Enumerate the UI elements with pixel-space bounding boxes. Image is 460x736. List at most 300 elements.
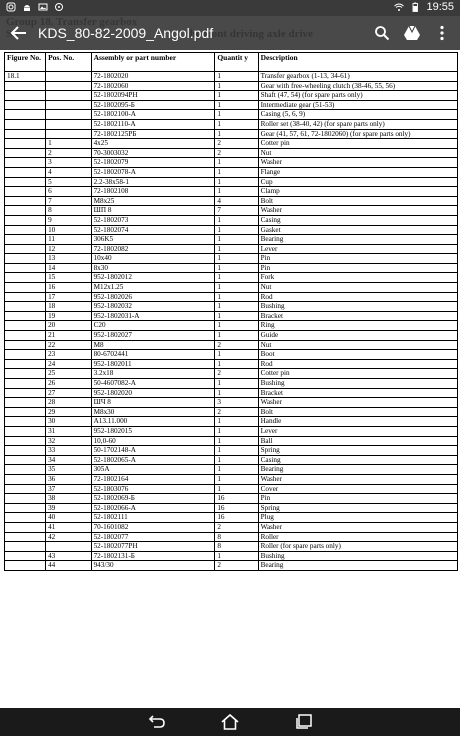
- cell-desc: Bearing: [258, 561, 457, 571]
- cell-desc: Bolt: [258, 196, 457, 206]
- cell-figure: [5, 129, 46, 139]
- table-row: [5, 551, 458, 561]
- cell-qty: 1: [215, 225, 258, 235]
- cell-pos: 27: [46, 388, 92, 398]
- cell-qty: 1: [215, 187, 258, 197]
- cell-pos: 15: [46, 273, 92, 283]
- cell-desc: Bracket: [258, 388, 457, 398]
- cell-qty: 2: [215, 340, 258, 350]
- table-row: [5, 91, 458, 101]
- cell-qty: 1: [215, 72, 258, 82]
- cell-figure: [5, 292, 46, 302]
- cell-part: 52-1802095-Б: [91, 100, 215, 110]
- system-nav-bar: [0, 708, 460, 736]
- cell-desc: Plug: [258, 513, 457, 523]
- cell-figure: [5, 244, 46, 254]
- cell-figure: [5, 494, 46, 504]
- cell-pos: 41: [46, 522, 92, 532]
- cell-figure: [5, 187, 46, 197]
- cell-pos: 18: [46, 302, 92, 312]
- cell-qty: 1: [215, 292, 258, 302]
- toolbar-actions: [372, 23, 452, 43]
- back-arrow-button[interactable]: [8, 23, 30, 43]
- cell-pos: 14: [46, 263, 92, 273]
- cell-desc: Cotter pin: [258, 139, 457, 149]
- drive-button[interactable]: [402, 23, 422, 43]
- cell-figure: [5, 302, 46, 312]
- table-row: [5, 532, 458, 542]
- cell-part: 72-1802082: [91, 244, 215, 254]
- status-bar: [0, 0, 460, 16]
- cell-part: 70-3003032: [91, 148, 215, 158]
- table-row: [5, 542, 458, 552]
- cell-figure: [5, 340, 46, 350]
- cell-desc: Bushing: [258, 551, 457, 561]
- table-row: [5, 254, 458, 264]
- cell-qty: 1: [215, 484, 258, 494]
- cell-pos: 32: [46, 436, 92, 446]
- cell-part: 52-1802110-A: [91, 119, 215, 129]
- cell-figure: [5, 388, 46, 398]
- cell-desc: Rod: [258, 292, 457, 302]
- cell-pos: 42: [46, 532, 92, 542]
- cell-desc: Cover: [258, 484, 457, 494]
- table-row: [5, 148, 458, 158]
- cell-desc: Pin: [258, 494, 457, 504]
- cell-qty: 1: [215, 455, 258, 465]
- cell-pos: 36: [46, 474, 92, 484]
- cell-figure: [5, 206, 46, 216]
- cell-pos: 29: [46, 407, 92, 417]
- cell-part: 70-1601082: [91, 522, 215, 532]
- cell-pos: 21: [46, 331, 92, 341]
- cell-desc: Lever: [258, 244, 457, 254]
- cell-qty: 1: [215, 81, 258, 91]
- cell-figure: [5, 139, 46, 149]
- cell-pos: [46, 542, 92, 552]
- cell-part: M12x1.25: [91, 283, 215, 293]
- cell-desc: Spring: [258, 446, 457, 456]
- cell-figure: [5, 235, 46, 245]
- arrow-left-icon: [8, 23, 30, 43]
- cell-pos: 19: [46, 311, 92, 321]
- cell-qty: 2: [215, 561, 258, 571]
- table-row: [5, 494, 458, 504]
- cell-figure: [5, 350, 46, 360]
- table-row: [5, 129, 458, 139]
- cell-desc: Cup: [258, 177, 457, 187]
- cell-pos: 13: [46, 254, 92, 264]
- cell-figure: [5, 225, 46, 235]
- table-row: [5, 187, 458, 197]
- cell-pos: 43: [46, 551, 92, 561]
- table-row: [5, 484, 458, 494]
- cell-desc: Washer: [258, 158, 457, 168]
- cell-desc: Gear (41, 57, 61, 72-1802060) (for spare parts only): [258, 129, 457, 139]
- cell-qty: 1: [215, 302, 258, 312]
- cell-part: 52-1802077PH: [91, 542, 215, 552]
- cell-pos: 23: [46, 350, 92, 360]
- cell-qty: 3: [215, 398, 258, 408]
- cell-desc: Washer: [258, 206, 457, 216]
- document-title: KDS_80-82-2009_Angol.pdf: [38, 25, 214, 41]
- table-row: [5, 513, 458, 523]
- cell-desc: Bushing: [258, 379, 457, 389]
- cell-pos: 38: [46, 494, 92, 504]
- cell-qty: 8: [215, 532, 258, 542]
- cell-part: 72-1802108: [91, 187, 215, 197]
- cell-figure: [5, 379, 46, 389]
- search-button[interactable]: [372, 23, 392, 43]
- table-row: [5, 522, 458, 532]
- cell-pos: 20: [46, 321, 92, 331]
- cell-qty: 1: [215, 417, 258, 427]
- cell-pos: 8: [46, 206, 92, 216]
- paint-icon: [54, 2, 64, 12]
- cell-desc: Casing (5, 6, 9): [258, 110, 457, 120]
- parts-table: [4, 52, 458, 571]
- cell-desc: Intermediate gear (51-53): [258, 100, 457, 110]
- table-row: [5, 215, 458, 225]
- cell-qty: 1: [215, 177, 258, 187]
- table-row: [5, 407, 458, 417]
- table-row: [5, 225, 458, 235]
- cell-figure: [5, 426, 46, 436]
- cell-qty: 4: [215, 196, 258, 206]
- table-row: [5, 196, 458, 206]
- cell-pos: [46, 81, 92, 91]
- cell-pos: 11: [46, 235, 92, 245]
- cell-part: 52-1802079: [91, 158, 215, 168]
- cell-pos: 2: [46, 148, 92, 158]
- cell-qty: 1: [215, 129, 258, 139]
- cell-pos: 39: [46, 503, 92, 513]
- cell-pos: 37: [46, 484, 92, 494]
- cell-pos: 28: [46, 398, 92, 408]
- cell-qty: 1: [215, 474, 258, 484]
- cell-pos: [46, 72, 92, 82]
- cell-part: 952-1802012: [91, 273, 215, 283]
- nav-home-button[interactable]: [219, 712, 241, 732]
- cell-pos: 22: [46, 340, 92, 350]
- cell-figure: [5, 532, 46, 542]
- header-part-number: Assembly or part number: [91, 53, 215, 72]
- cell-figure: [5, 455, 46, 465]
- cell-qty: 16: [215, 503, 258, 513]
- cell-part: 52-1803076: [91, 484, 215, 494]
- table-row: [5, 503, 458, 513]
- cell-desc: Roller: [258, 532, 457, 542]
- cell-part: 52-1802077: [91, 532, 215, 542]
- cell-desc: Flange: [258, 167, 457, 177]
- header-quantity: Quantit y: [215, 53, 258, 72]
- cell-qty: 16: [215, 513, 258, 523]
- cell-desc: Washer: [258, 398, 457, 408]
- cell-qty: 1: [215, 273, 258, 283]
- table-row: [5, 331, 458, 341]
- cell-pos: 26: [46, 379, 92, 389]
- table-row: [5, 398, 458, 408]
- cell-pos: [46, 110, 92, 120]
- cell-pos: 33: [46, 446, 92, 456]
- cell-desc: Bracket: [258, 311, 457, 321]
- table-row: [5, 379, 458, 389]
- cell-desc: Handle: [258, 417, 457, 427]
- cell-desc: Spring: [258, 503, 457, 513]
- cell-qty: 1: [215, 235, 258, 245]
- cell-part: 52-1802100-A: [91, 110, 215, 120]
- cell-part: ШП 8: [91, 206, 215, 216]
- table-row: [5, 81, 458, 91]
- cell-qty: 1: [215, 215, 258, 225]
- cell-qty: 1: [215, 388, 258, 398]
- android-icon: [22, 2, 32, 12]
- cell-qty: 2: [215, 139, 258, 149]
- cell-pos: [46, 129, 92, 139]
- cell-pos: 1: [46, 139, 92, 149]
- cell-desc: Ring: [258, 321, 457, 331]
- cell-pos: [46, 91, 92, 101]
- cell-part: 50-1702148-A: [91, 446, 215, 456]
- cell-figure: [5, 407, 46, 417]
- cell-desc: Lever: [258, 426, 457, 436]
- table-row: [5, 206, 458, 216]
- cell-qty: 1: [215, 311, 258, 321]
- cell-desc: Casing: [258, 455, 457, 465]
- table-row: [5, 110, 458, 120]
- cell-figure: [5, 177, 46, 187]
- cell-desc: Nut: [258, 283, 457, 293]
- clock: 19:55: [426, 1, 454, 13]
- cell-figure: [5, 215, 46, 225]
- back-icon: [146, 714, 166, 730]
- table-row: [5, 426, 458, 436]
- notification-icons: [6, 2, 64, 12]
- cell-part: M8x30: [91, 407, 215, 417]
- cell-figure: [5, 542, 46, 552]
- cell-desc: Cotter pin: [258, 369, 457, 379]
- cell-part: 52-1802069-Б: [91, 494, 215, 504]
- cell-qty: 1: [215, 551, 258, 561]
- system-icons: [394, 1, 454, 13]
- cell-figure: [5, 254, 46, 264]
- cell-pos: 12: [46, 244, 92, 254]
- cell-desc: Bolt: [258, 407, 457, 417]
- cell-pos: 7: [46, 196, 92, 206]
- table-row: [5, 100, 458, 110]
- cell-part: 952-1802020: [91, 388, 215, 398]
- search-icon: [374, 25, 390, 41]
- cell-pos: 34: [46, 455, 92, 465]
- cell-figure: [5, 158, 46, 168]
- cell-desc: Nut: [258, 340, 457, 350]
- header-pos-no: Pos. No.: [46, 53, 92, 72]
- cell-figure: [5, 436, 46, 446]
- cell-part: 952-1802027: [91, 331, 215, 341]
- cell-qty: 1: [215, 254, 258, 264]
- table-row: [5, 455, 458, 465]
- recents-icon: [294, 713, 314, 731]
- cell-part: ШЧ 8: [91, 398, 215, 408]
- table-row: [5, 388, 458, 398]
- table-row: [5, 350, 458, 360]
- cell-qty: 1: [215, 379, 258, 389]
- table-row: [5, 292, 458, 302]
- cell-desc: Bearing: [258, 465, 457, 475]
- home-icon: [220, 713, 240, 731]
- header-description: Description: [258, 53, 457, 72]
- cell-figure: [5, 522, 46, 532]
- cell-qty: 1: [215, 158, 258, 168]
- table-header-row: [5, 53, 458, 72]
- cell-qty: 2: [215, 369, 258, 379]
- cell-part: C20: [91, 321, 215, 331]
- cell-part: 52-1802066-A: [91, 503, 215, 513]
- cell-qty: 1: [215, 283, 258, 293]
- cell-desc: Boot: [258, 350, 457, 360]
- cell-qty: 1: [215, 100, 258, 110]
- cell-qty: 1: [215, 465, 258, 475]
- cell-figure: [5, 551, 46, 561]
- cell-qty: 1: [215, 350, 258, 360]
- cell-part: A13.11.000: [91, 417, 215, 427]
- cell-desc: Rod: [258, 359, 457, 369]
- more-vert-icon: [439, 25, 445, 41]
- cell-pos: 25: [46, 369, 92, 379]
- table-row: [5, 244, 458, 254]
- table-row: [5, 167, 458, 177]
- cell-figure: [5, 331, 46, 341]
- cell-desc: Ball: [258, 436, 457, 446]
- cell-figure: [5, 465, 46, 475]
- cell-qty: 7: [215, 206, 258, 216]
- table-row: [5, 436, 458, 446]
- cell-pos: 10: [46, 225, 92, 235]
- cell-desc: Pin: [258, 254, 457, 264]
- cell-figure: [5, 273, 46, 283]
- cell-qty: 2: [215, 407, 258, 417]
- cell-figure: [5, 81, 46, 91]
- cell-pos: [46, 119, 92, 129]
- cell-qty: 1: [215, 436, 258, 446]
- cell-desc: Guide: [258, 331, 457, 341]
- cell-figure: [5, 369, 46, 379]
- wifi-icon: [394, 2, 404, 12]
- cell-part: 50-4607082-A: [91, 379, 215, 389]
- table-row: [5, 561, 458, 571]
- cell-desc: Roller (for spare parts only): [258, 542, 457, 552]
- cell-desc: Gasket: [258, 225, 457, 235]
- cell-part: 72-1802060: [91, 81, 215, 91]
- table-row: [5, 446, 458, 456]
- table-row: [5, 119, 458, 129]
- cell-part: M8x25: [91, 196, 215, 206]
- cell-desc: Washer: [258, 522, 457, 532]
- cell-figure: [5, 398, 46, 408]
- cell-part: 72-1802131-Б: [91, 551, 215, 561]
- cell-desc: Bushing: [258, 302, 457, 312]
- cell-part: 52-1802094PH: [91, 91, 215, 101]
- more-options-button[interactable]: [432, 23, 452, 43]
- cell-part: 952-1802015: [91, 426, 215, 436]
- table-row: [5, 465, 458, 475]
- cell-pos: 4: [46, 167, 92, 177]
- cell-figure: [5, 311, 46, 321]
- nav-back-button[interactable]: [145, 712, 167, 732]
- table-row: [5, 369, 458, 379]
- table-row: [5, 311, 458, 321]
- cell-figure: [5, 91, 46, 101]
- instagram-icon: [6, 2, 16, 12]
- cell-part: 952-1802011: [91, 359, 215, 369]
- cell-pos: 5: [46, 177, 92, 187]
- cell-pos: 30: [46, 417, 92, 427]
- drive-icon: [403, 25, 421, 41]
- battery-icon: [410, 2, 420, 12]
- cell-qty: 1: [215, 167, 258, 177]
- cell-part: 305A: [91, 465, 215, 475]
- cell-qty: 1: [215, 446, 258, 456]
- cell-figure: [5, 561, 46, 571]
- cell-pos: 35: [46, 465, 92, 475]
- table-row: [5, 177, 458, 187]
- cell-figure: [5, 283, 46, 293]
- cell-pos: [46, 100, 92, 110]
- header-figure-no: Figure No.: [5, 53, 46, 72]
- cell-part: 952-1802032: [91, 302, 215, 312]
- table-row: [5, 72, 458, 82]
- cell-figure: [5, 484, 46, 494]
- table-row: [5, 263, 458, 273]
- cell-pos: 44: [46, 561, 92, 571]
- cell-figure: [5, 446, 46, 456]
- table-row: [5, 139, 458, 149]
- cell-figure: [5, 263, 46, 273]
- cell-qty: 1: [215, 110, 258, 120]
- cell-part: 3.2x18: [91, 369, 215, 379]
- cell-part: 80-6702441: [91, 350, 215, 360]
- pdf-viewer-toolbar: [0, 16, 460, 50]
- cell-figure: [5, 417, 46, 427]
- table-row: [5, 158, 458, 168]
- cell-figure: [5, 359, 46, 369]
- cell-figure: [5, 100, 46, 110]
- cell-qty: 2: [215, 148, 258, 158]
- cell-part: 306K5: [91, 235, 215, 245]
- cell-desc: Washer: [258, 474, 457, 484]
- table-row: [5, 283, 458, 293]
- cell-qty: 1: [215, 263, 258, 273]
- cell-part: 952-1802026: [91, 292, 215, 302]
- cell-part: 72-1802020: [91, 72, 215, 82]
- nav-recents-button[interactable]: [293, 712, 315, 732]
- cell-qty: 1: [215, 91, 258, 101]
- table-row: [5, 340, 458, 350]
- image-icon: [38, 2, 48, 12]
- cell-desc: Clamp: [258, 187, 457, 197]
- cell-part: 52-1802074: [91, 225, 215, 235]
- cell-qty: 1: [215, 321, 258, 331]
- cell-figure: [5, 110, 46, 120]
- cell-qty: 1: [215, 119, 258, 129]
- cell-qty: 1: [215, 359, 258, 369]
- table-row: [5, 235, 458, 245]
- parts-table-body: [5, 72, 458, 571]
- cell-desc: Gear with free-wheeling clutch (38-46, 55, 56): [258, 81, 457, 91]
- cell-part: 952-1802031-A: [91, 311, 215, 321]
- cell-desc: Fork: [258, 273, 457, 283]
- cell-pos: 24: [46, 359, 92, 369]
